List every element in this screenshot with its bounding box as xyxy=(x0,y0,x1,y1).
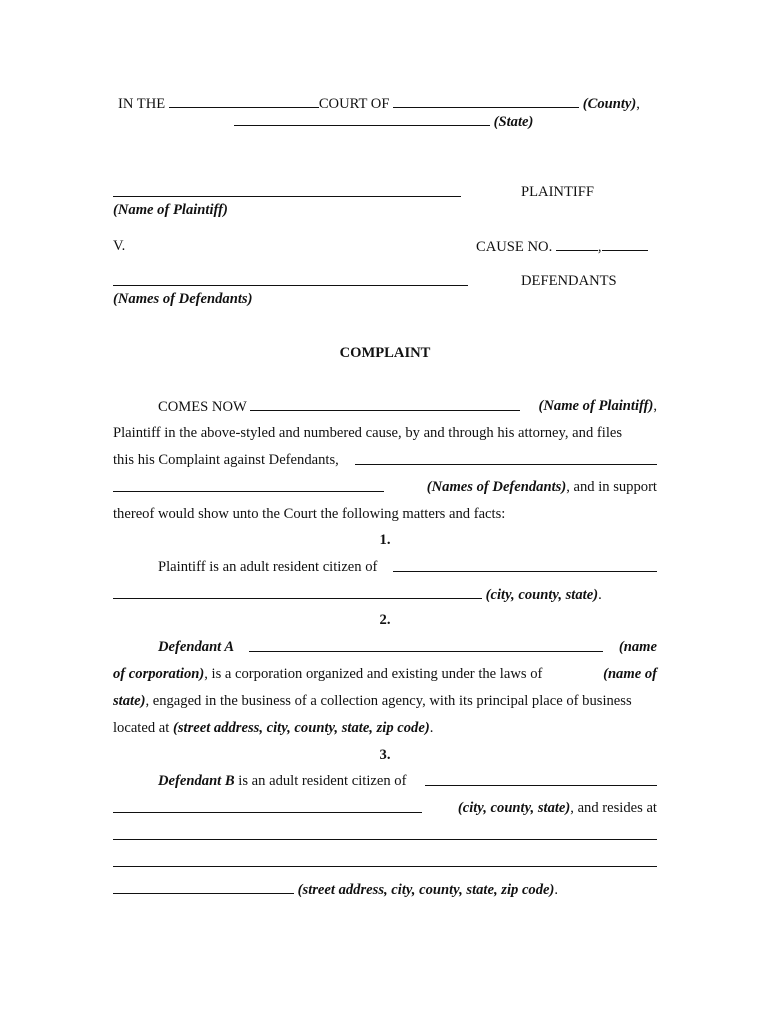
defendant-b-residence-blank-2 xyxy=(113,799,422,813)
cause-no-blank-1 xyxy=(556,237,598,251)
city-county-state-label-2: (city, county, state) xyxy=(457,800,571,816)
residence-blank-2 xyxy=(113,585,482,599)
corporation-name-blank xyxy=(249,638,603,652)
section-2-text-2: , engaged in the business of a collection agency, with its principal place of business xyxy=(145,693,632,709)
cause-no-text: CAUSE NO. xyxy=(476,239,553,255)
section-3-period: . xyxy=(554,882,559,898)
residence-blank xyxy=(393,558,657,572)
section-2-line-1 xyxy=(113,638,657,656)
plaintiff-tag: PLAINTIFF xyxy=(521,184,594,200)
defendant-b-residence-blank xyxy=(425,772,657,786)
court-caption-line xyxy=(118,94,640,112)
section-1-line-2 xyxy=(113,585,657,603)
and-in-support-text: , and in support xyxy=(566,479,657,495)
intro-line-3 xyxy=(113,451,657,469)
in-the-text: IN THE xyxy=(118,96,166,112)
state-label: (State) xyxy=(493,114,534,130)
section-2-period: . xyxy=(429,720,434,736)
defendants-name-blank xyxy=(113,272,468,286)
document-title: COMPLAINT xyxy=(339,345,431,361)
county-label: (County) xyxy=(582,96,637,112)
caption-comma: , xyxy=(636,96,640,112)
address-label: (street address, city, county, state, zip code) xyxy=(172,720,430,736)
section-3-text: is an adult resident citizen of xyxy=(238,773,407,789)
plaintiff-blank xyxy=(250,397,520,411)
intro-line-5: thereof would show unto the Court the following matters and facts: xyxy=(113,506,506,522)
plaintiff-name-blank xyxy=(113,183,461,197)
state-blank xyxy=(234,112,490,126)
section-3-line-2 xyxy=(113,799,657,817)
court-name-blank xyxy=(169,94,319,108)
section-1-number: 1. xyxy=(379,532,391,548)
address-label-2: (street address, city, county, state, zip code) xyxy=(297,882,555,898)
name-label-start: (name xyxy=(618,639,657,655)
county-blank xyxy=(393,94,579,108)
intro-line-3-text: this his Complaint against Defendants, xyxy=(113,452,339,468)
court-of-text: COURT OF xyxy=(318,96,390,112)
state-label-end: state) xyxy=(113,693,146,709)
defendants-tag: DEFENDANTS xyxy=(521,273,617,289)
defendant-a-label: Defendant A xyxy=(158,639,235,655)
name-label-end: of corporation) xyxy=(113,666,205,682)
defendant-b-label: Defendant B xyxy=(158,773,235,789)
address-blank-line-2 xyxy=(113,853,657,871)
comes-now-text: COMES NOW xyxy=(158,399,247,415)
section-1-text: Plaintiff is an adult resident citizen of xyxy=(158,559,378,575)
intro-line-1: COMES NOW (Name of Plaintiff), xyxy=(158,398,657,415)
name-of-plaintiff-label: (Name of Plaintiff) xyxy=(538,398,654,414)
defendants-blank xyxy=(355,451,657,465)
intro-line-4 xyxy=(113,478,657,496)
section-3-line-1 xyxy=(113,772,657,790)
address-blank-1 xyxy=(113,826,657,840)
versus-text: V. xyxy=(113,238,126,254)
section-1-period: . xyxy=(598,587,602,603)
defendants-blank-2 xyxy=(113,478,384,492)
address-blank-2 xyxy=(113,853,657,867)
section-2-text-1: , is a corporation organized and existing under the laws of xyxy=(204,666,543,682)
section-2-number: 2. xyxy=(379,612,391,628)
located-at-text: located at xyxy=(113,720,170,736)
section-3-line-5 xyxy=(113,880,657,898)
section-1-line-1 xyxy=(113,558,657,576)
defendants-name-line xyxy=(113,272,468,290)
plaintiff-name-line xyxy=(113,183,461,201)
resides-at-text: , and resides at xyxy=(570,800,657,816)
section-3-number: 3. xyxy=(379,747,391,763)
section-2-line-4 xyxy=(113,719,657,737)
intro-line-2: Plaintiff in the above-styled and numbered cause, by and through his attorney, and files xyxy=(113,425,623,441)
address-blank-3 xyxy=(113,880,294,894)
city-county-state-label: (city, county, state) xyxy=(485,587,599,603)
state-caption-line xyxy=(234,112,533,130)
plaintiff-name-label: (Name of Plaintiff) xyxy=(113,202,228,218)
state-label-start: (name of xyxy=(603,666,657,682)
section-2-line-2 xyxy=(113,665,657,683)
names-of-defendants-label: (Names of Defendants) xyxy=(426,479,567,495)
cause-number-line: CAUSE NO. , xyxy=(476,237,648,255)
section-2-line-3 xyxy=(113,692,657,710)
address-blank-line-1 xyxy=(113,826,657,844)
cause-no-blank-2 xyxy=(602,237,648,251)
defendants-names-label: (Names of Defendants) xyxy=(113,291,253,307)
